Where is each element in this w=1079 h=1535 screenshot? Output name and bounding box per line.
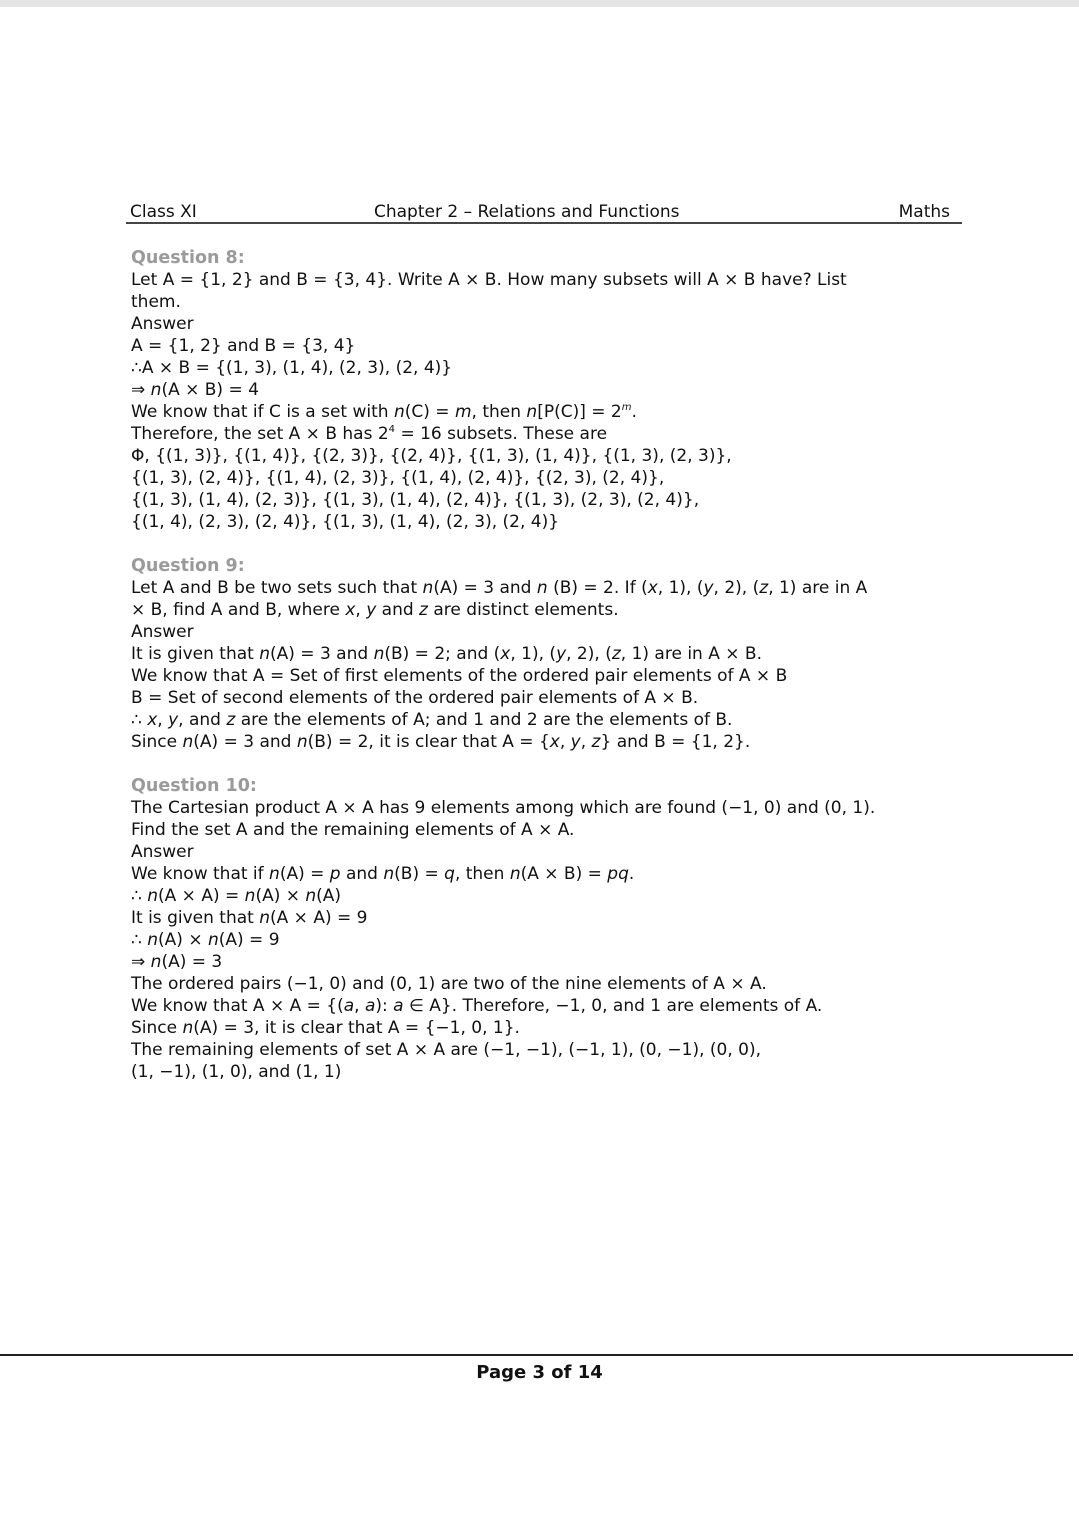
question-text: The Cartesian product A × A has 9 elements among which are found (−1, 0) and (0, 1).: [131, 798, 876, 818]
answer-line: {(1, 3), (2, 4)}, {(1, 4), (2, 3)}, {(1, 4), (2, 4)}, {(2, 3), (2, 4)},: [131, 468, 665, 488]
header-subject: Maths: [898, 202, 950, 222]
answer-line: ∴ x, y, and z are the elements of A; and 1 and 2 are the elements of B.: [131, 710, 733, 730]
question-text: them.: [131, 292, 181, 312]
answer-line: ∴ n(A) × n(A) = 9: [131, 930, 280, 950]
answer-line: Therefore, the set A × B has $2^4 = 16$ subsets. These are: [131, 424, 608, 444]
answer-line: The ordered pairs (−1, 0) and (0, 1) are two of the nine elements of A × A.: [131, 974, 767, 994]
answer-line: ⇒ n(A × B) = 4: [131, 380, 259, 400]
answer-line: We know that if C is a set with n(C) = m, then $n[P(C)] = 2^m$.: [131, 402, 637, 422]
question-9: [131, 555, 961, 753]
answer-line: We know that A = Set of first elements of the ordered pair elements of A × B: [131, 666, 788, 686]
answer-line: (1, −1), (1, 0), and (1, 1): [131, 1062, 342, 1082]
viewer-top-bar: [0, 0, 1079, 7]
question-text: Let A = {1, 2} and B = {3, 4}. Write A × B. How many subsets will A × B have? List: [131, 270, 847, 290]
answer-label: Answer: [131, 314, 194, 334]
question-text: Let A and B be two sets such that n(A) = 3 and n (B) = 2. If (x, 1), (y, 2), (z, 1) are in A: [131, 578, 868, 598]
answer-line: The remaining elements of set A × A are (−1, −1), (−1, 1), (0, −1), (0, 0),: [131, 1040, 762, 1060]
header-chapter: Chapter 2 – Relations and Functions: [374, 202, 680, 222]
page-content: [131, 247, 961, 1105]
answer-line: ∴A × B = {(1, 3), (1, 4), (2, 3), (2, 4)}: [131, 358, 453, 378]
question-text: Find the set A and the remaining elements of A × A.: [131, 820, 575, 840]
question-10: [131, 775, 961, 1083]
header-class: Class XI: [130, 202, 197, 222]
answer-line: We know that A × A = {(a, a): a ∈ A}. Therefore, −1, 0, and 1 are elements of A.: [131, 996, 823, 1016]
answer-line: {(1, 3), (1, 4), (2, 3)}, {(1, 3), (1, 4), (2, 4)}, {(1, 3), (2, 3), (2, 4)},: [131, 490, 700, 510]
answer-line: ∴ n(A × A) = n(A) × n(A): [131, 886, 342, 906]
question-title: Question 9:: [131, 556, 245, 576]
answer-line: Since n(A) = 3 and n(B) = 2, it is clear that A = {x, y, z} and B = {1, 2}.: [131, 732, 751, 752]
question-title: Question 10:: [131, 776, 257, 796]
footer-divider: [0, 1354, 1073, 1356]
answer-line: Since n(A) = 3, it is clear that A = {−1, 0, 1}.: [131, 1018, 520, 1038]
question-8: [131, 247, 961, 533]
answer-line: B = Set of second elements of the ordered pair elements of A × B.: [131, 688, 699, 708]
answer-label: Answer: [131, 842, 194, 862]
page-number: Page 3 of 14: [476, 1362, 603, 1383]
answer-label: Answer: [131, 622, 194, 642]
answer-line: It is given that n(A) = 3 and n(B) = 2; and (x, 1), (y, 2), (z, 1) are in A × B.: [131, 644, 762, 664]
answer-line: It is given that n(A × A) = 9: [131, 908, 368, 928]
question-title: Question 8:: [131, 248, 245, 268]
question-text: × B, find A and B, where x, y and z are distinct elements.: [131, 600, 619, 620]
answer-line: We know that if n(A) = p and n(B) = q, then n(A × B) = pq.: [131, 864, 635, 884]
answer-line: A = {1, 2} and B = {3, 4}: [131, 336, 356, 356]
answer-line: ⇒ n(A) = 3: [131, 952, 223, 972]
answer-line: {(1, 4), (2, 3), (2, 4)}, {(1, 3), (1, 4), (2, 3), (2, 4)}: [131, 512, 560, 532]
page-header: [126, 200, 962, 224]
answer-line: Φ, {(1, 3)}, {(1, 4)}, {(2, 3)}, {(2, 4)}, {(1, 3), (1, 4)}, {(1, 3), (2, 3)},: [131, 446, 732, 466]
